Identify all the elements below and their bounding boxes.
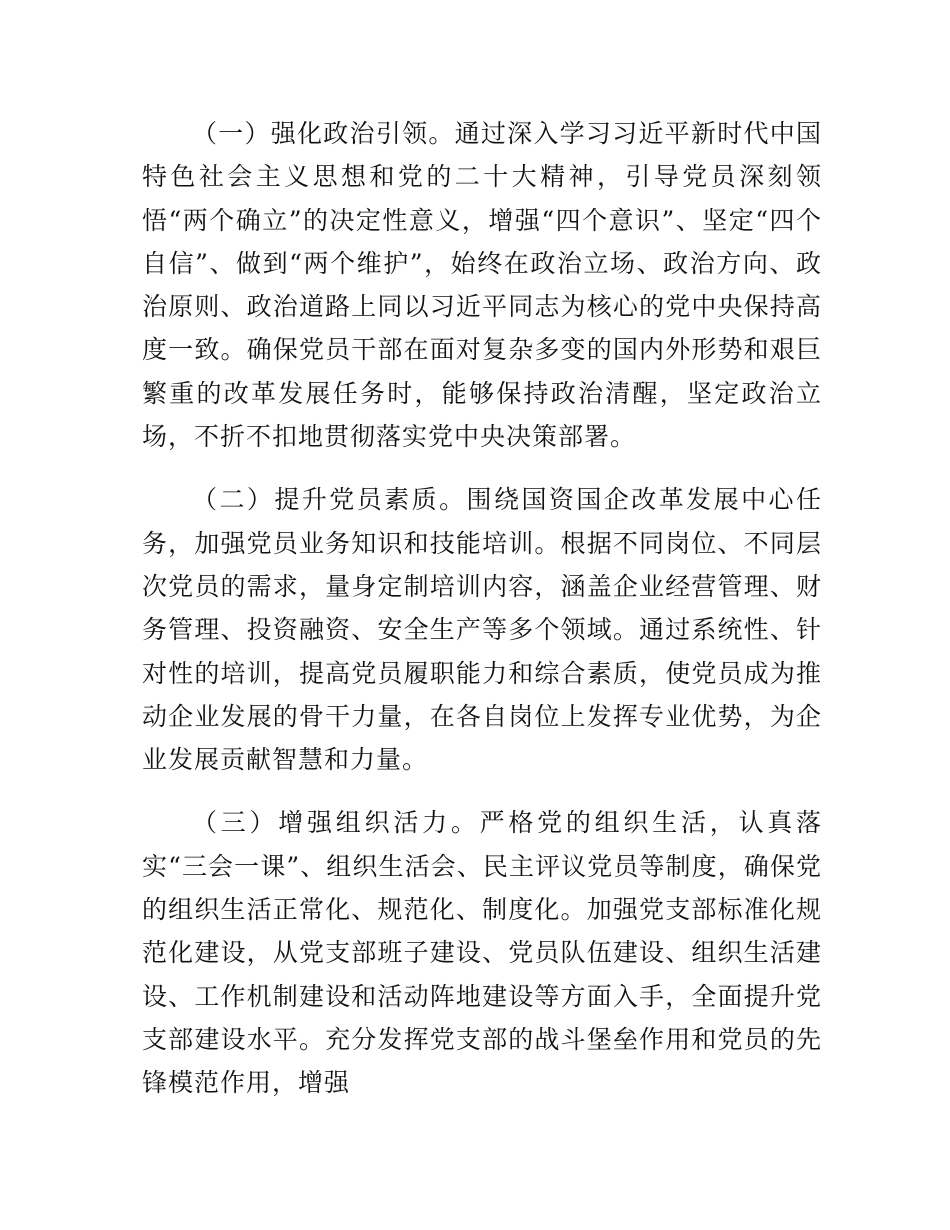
paragraph-member-quality: （二）提升党员素质。围绕国资国企改革发展中心任务，加强党员业务知识和技能培训。根据不同岗位、不同层次党员的需求，量身定制培训内容，涵盖企业经营管理、财务管理、投资融资、安全生产等多个领域。通过系统性、针对性的培训，提高党员履职能力和综合素质，使党员成为推动企业发展的骨干力量，在各自岗位上发挥专业优势，为企业发展贡献智慧和力量。 xyxy=(142,485,822,775)
document-body xyxy=(142,112,822,1125)
paragraph-organization-vitality: （三）增强组织活力。严格党的组织生活，认真落实“三会一课”、组织生活会、民主评议党员等制度，确保党的组织生活正常化、规范化、制度化。加强党支部标准化规范化建设，从党支部班子建设、党员队伍建设、组织生活建设、工作机制建设和活动阵地建设等方面入手，全面提升党支部建设水平。充分发挥党支部的战斗堡垒作用和党员的先锋模范作用，增强 xyxy=(142,808,822,1098)
paragraph-political-guidance: （一）强化政治引领。通过深入学习习近平新时代中国特色社会主义思想和党的二十大精神，引导党员深刻领悟“两个确立”的决定性意义，增强“四个意识”、坚定“四个自信”、做到“两个维护”，始终在政治立场、政治方向、政治原则、政治道路上同以习近平同志为核心的党中央保持高度一致。确保党员干部在面对复杂多变的国内外形势和艰巨繁重的改革发展任务时，能够保持政治清醒，坚定政治立场，不折不扣地贯彻落实党中央决策部署。 xyxy=(142,119,822,452)
